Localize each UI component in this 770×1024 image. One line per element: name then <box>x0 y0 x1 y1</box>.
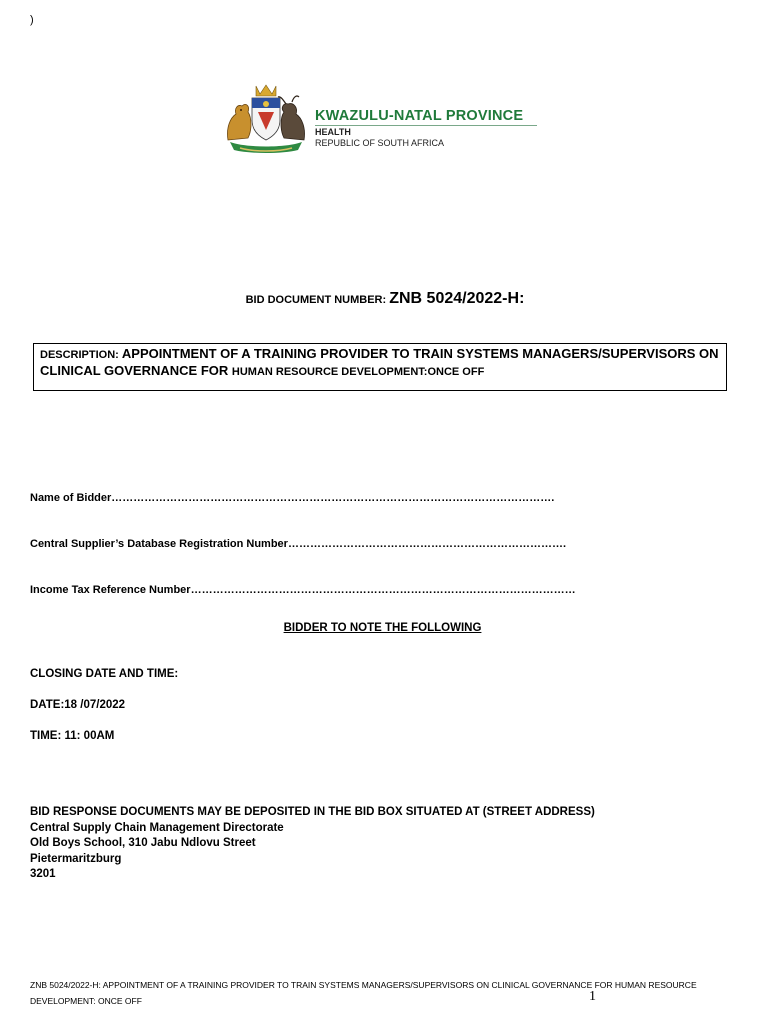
closing-date: DATE:18 /07/2022 <box>30 699 126 711</box>
deposit-city: Pietermaritzburg <box>30 852 122 865</box>
deposit-directorate: Central Supply Chain Management Directorate <box>30 821 284 834</box>
description-suffix: HUMAN RESOURCE DEVELOPMENT:ONCE OFF <box>231 366 485 378</box>
corner-mark: ) <box>30 14 34 26</box>
page-number: 1 <box>589 989 596 1004</box>
footer-line-2: DEVELOPMENT: ONCE OFF <box>30 996 142 1006</box>
coat-of-arms-icon <box>222 80 310 158</box>
description-box <box>33 343 727 391</box>
name-of-bidder-field: Name of Bidder…………………………………………………………………………………………………………. <box>30 492 555 504</box>
description-title: APPOINTMENT OF A TRAINING PROVIDER TO TRAIN SYSTEMS MANAGERS/SUPERVISORS ON CLINICAL GOVERNANCE FOR <box>40 346 719 378</box>
logo-divider <box>315 125 537 126</box>
bid-number-label: BID DOCUMENT NUMBER: <box>245 294 390 306</box>
csd-number-field: Central Supplier’s Database Registration Number…………………………………………………………………. <box>30 538 567 550</box>
country-name: REPUBLIC OF SOUTH AFRICA <box>315 138 445 148</box>
bid-number-value: ZNB 5024/2022-H: <box>389 290 525 307</box>
deposit-address <box>30 805 595 883</box>
deposit-street: Old Boys School, 310 Jabu Ndlovu Street <box>30 837 256 849</box>
bid-document-number <box>0 290 770 308</box>
income-tax-field: Income Tax Reference Number…………………………………………………………………………………………… <box>30 584 576 596</box>
closing-time: TIME: 11: 00AM <box>30 730 115 742</box>
description-label: DESCRIPTION: <box>40 349 122 361</box>
notice-heading: BIDDER TO NOTE THE FOLLOWING <box>283 622 482 634</box>
department-name: HEALTH <box>315 127 351 137</box>
footer-line-1: ZNB 5024/2022-H: APPOINTMENT OF A TRAINING PROVIDER TO TRAIN SYSTEMS MANAGERS/SUPERVISORS ON CLINICAL GOVERNANCE FOR HUMAN RESOURCE <box>30 980 697 990</box>
deposit-instruction: BID RESPONSE DOCUMENTS MAY BE DEPOSITED IN THE BID BOX SITUATED AT (STREET ADDRESS) <box>30 806 595 818</box>
deposit-postal-code: 3201 <box>30 868 56 880</box>
closing-date-heading: CLOSING DATE AND TIME: <box>30 668 179 680</box>
department-logo <box>222 80 542 160</box>
page-footer <box>30 977 730 1009</box>
province-name: KWAZULU-NATAL PROVINCE <box>315 108 524 124</box>
